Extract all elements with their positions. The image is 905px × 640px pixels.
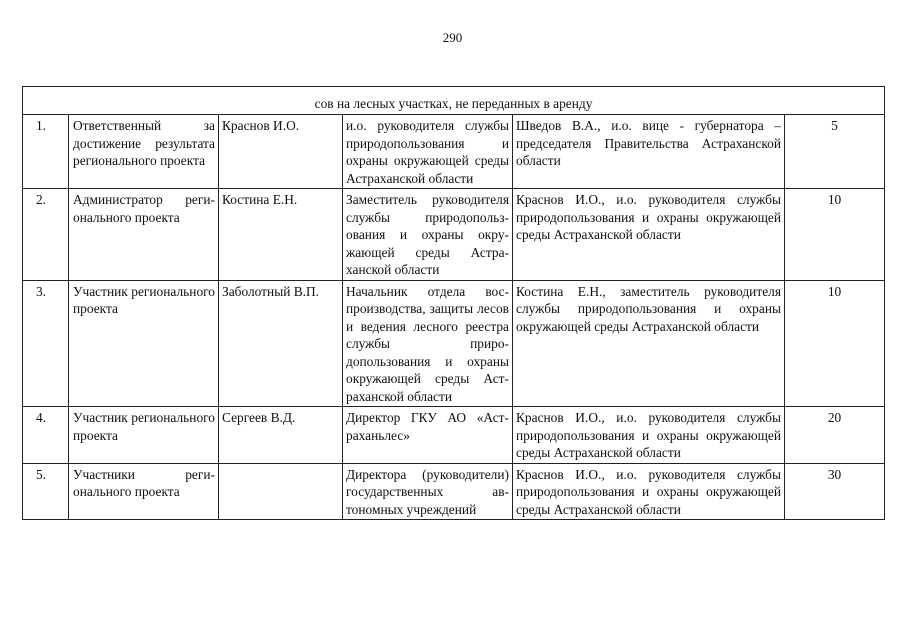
hours-cell: 5 <box>785 115 885 189</box>
row-number: 1. <box>23 115 69 189</box>
person-name-cell: Краснов И.О. <box>219 115 343 189</box>
person-name-cell <box>219 463 343 520</box>
position-cell: Директор ГКУ АО «Астраханьлес» <box>343 407 513 464</box>
position-cell: Начальник отдела воспроизводства, защиты лесов и ведения лесного реестра службы природопользования и охраны окружающей среды Астраханской области <box>343 280 513 407</box>
supervisor-cell: Шведов В.А., и.о. вице - губернатора – председателя Правительства Астраханской области <box>513 115 785 189</box>
hours-cell: 10 <box>785 280 885 407</box>
role-cell: Участник регионального проекта <box>69 407 219 464</box>
hours-cell: 10 <box>785 189 885 281</box>
role-cell: Администратор регионального проекта <box>69 189 219 281</box>
supervisor-cell: Краснов И.О., и.о. руководителя службы природопользования и охраны окружающей среды Астраханской области <box>513 407 785 464</box>
row-number: 2. <box>23 189 69 281</box>
supervisor-cell: Краснов И.О., и.о. руководителя службы природопользования и охраны окружающей среды Астраханской области <box>513 463 785 520</box>
table-continuation-row <box>23 87 885 115</box>
role-cell: Ответственный за достижение результата регионального проекта <box>69 115 219 189</box>
person-name-cell: Заболотный В.П. <box>219 280 343 407</box>
table-row <box>23 115 885 189</box>
person-name-cell: Сергеев В.Д. <box>219 407 343 464</box>
supervisor-cell: Краснов И.О., и.о. руководителя службы природопользования и охраны окружающей среды Астраханской области <box>513 189 785 281</box>
table-row <box>23 280 885 407</box>
table-row <box>23 463 885 520</box>
person-name-cell: Костина Е.Н. <box>219 189 343 281</box>
row-number: 3. <box>23 280 69 407</box>
position-cell: Директора (руководители) государственных автономных учреждений <box>343 463 513 520</box>
position-cell: и.о. руководителя службы природопользования и охраны окружающей среды Астраханской области <box>343 115 513 189</box>
table-row <box>23 189 885 281</box>
hours-cell: 20 <box>785 407 885 464</box>
role-cell: Участники регионального проекта <box>69 463 219 520</box>
position-cell: Заместитель руководителя службы природопользования и охраны окружающей среды Астраханской области <box>343 189 513 281</box>
continued-header-text: сов на лесных участках, не переданных в аренду <box>23 87 885 115</box>
row-number: 5. <box>23 463 69 520</box>
supervisor-cell: Костина Е.Н., заместитель руководителя службы природопользования и охраны окружающей среды Астраханской области <box>513 280 785 407</box>
project-roles-table <box>22 86 885 520</box>
hours-cell: 30 <box>785 463 885 520</box>
row-number: 4. <box>23 407 69 464</box>
role-cell: Участник регионального проекта <box>69 280 219 407</box>
table-row <box>23 407 885 464</box>
page-number: 290 <box>442 30 463 45</box>
